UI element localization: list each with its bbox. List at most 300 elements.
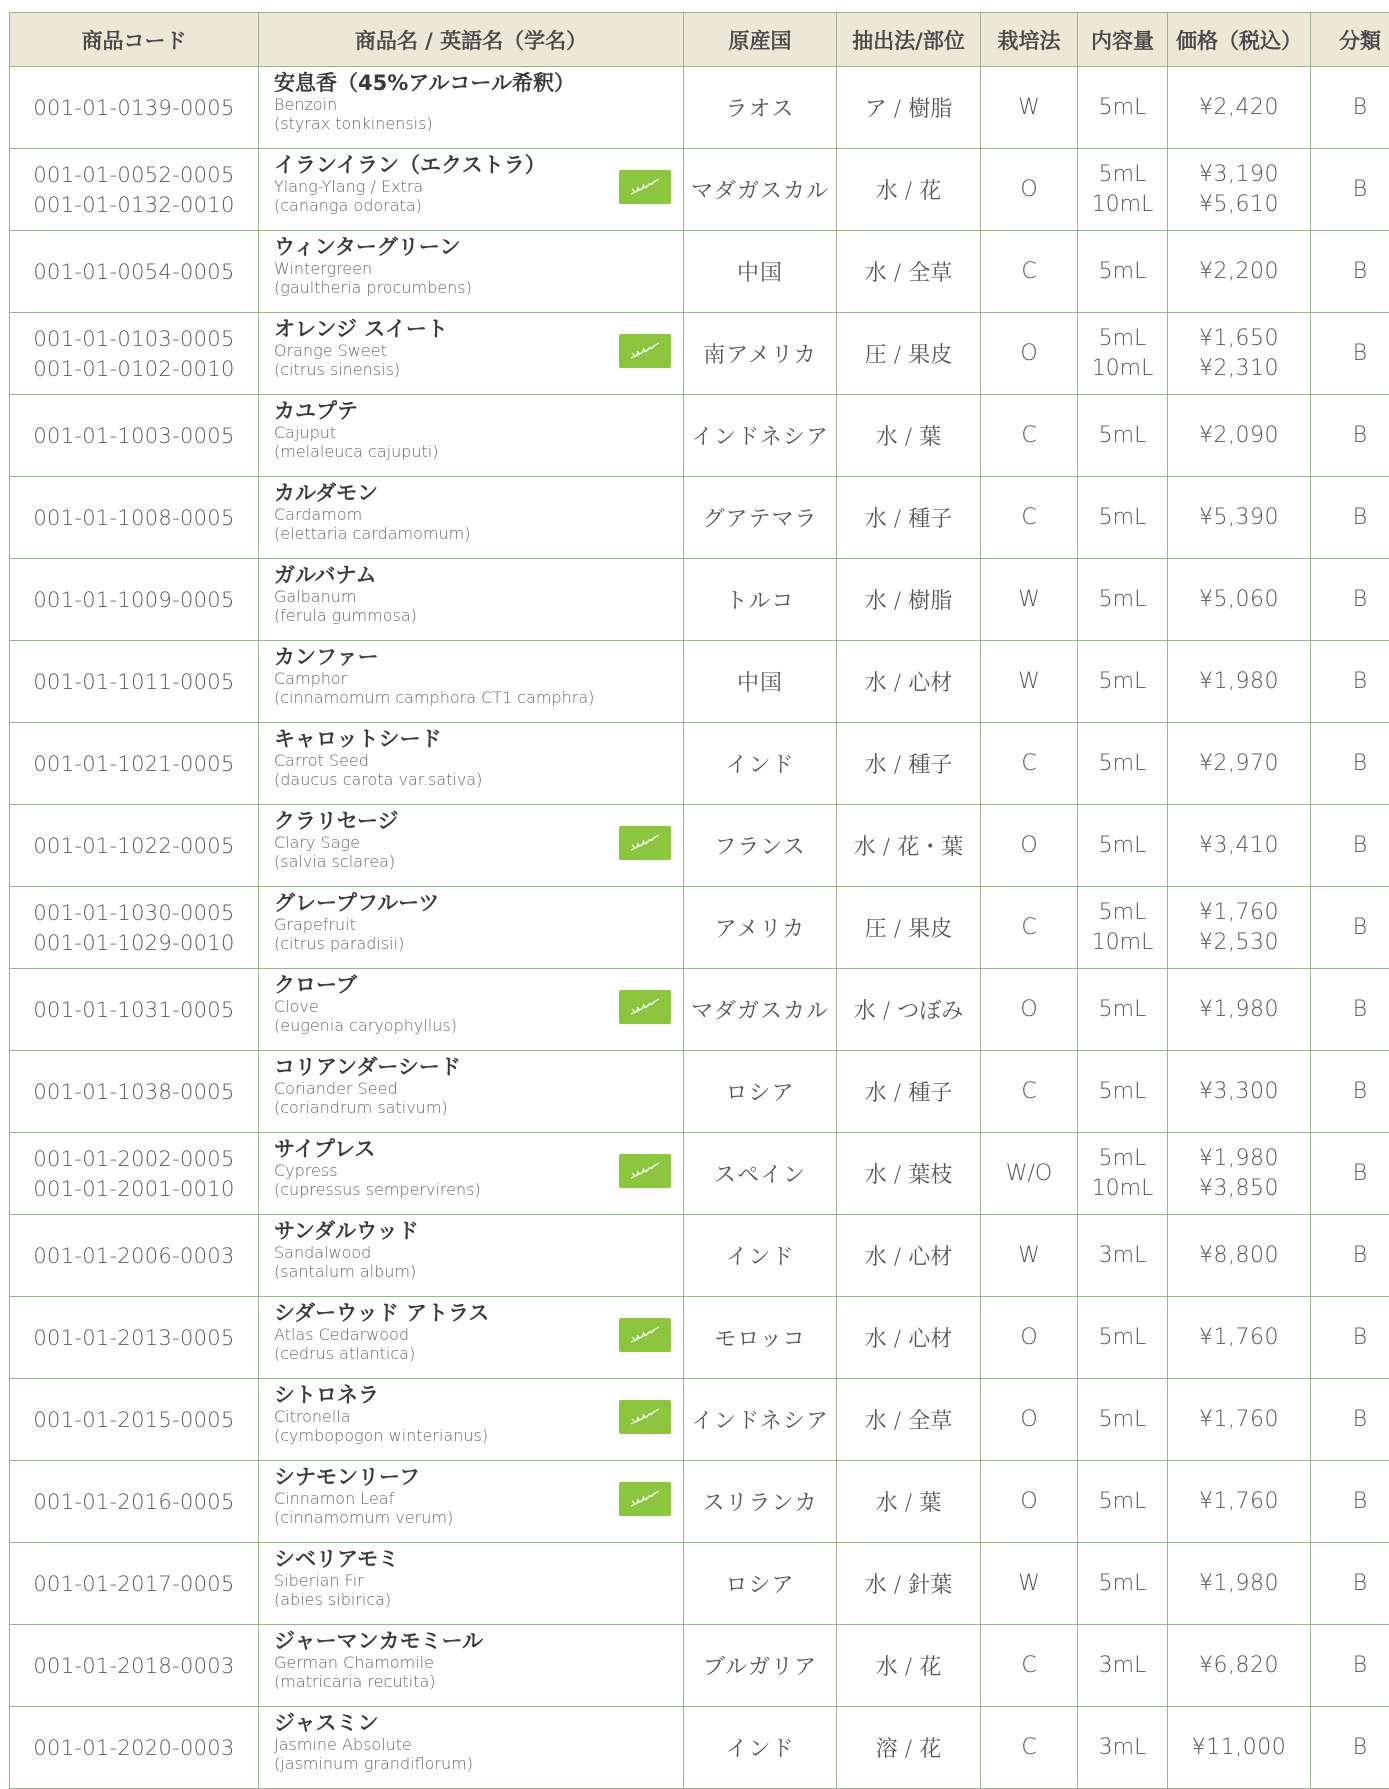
product-name-en: Coriander Seed bbox=[274, 1079, 677, 1098]
table-row bbox=[10, 559, 1389, 641]
volume-cell bbox=[1078, 313, 1168, 395]
origin-country: ブルガリア bbox=[684, 1625, 837, 1707]
classification: B bbox=[1311, 1051, 1389, 1133]
price-cell bbox=[1168, 477, 1311, 559]
volume: 10mL bbox=[1092, 1176, 1154, 1201]
product-code-cell bbox=[10, 887, 259, 969]
volume: 5mL bbox=[1099, 751, 1147, 776]
volume-cell bbox=[1078, 477, 1168, 559]
product-name-jp: サンダルウッド bbox=[274, 1219, 677, 1243]
product-name-jp: シトロネラ bbox=[274, 1383, 677, 1407]
product-scientific-name: (cupressus sempervirens) bbox=[274, 1180, 677, 1199]
table-row bbox=[10, 313, 1389, 395]
product-code: 001-01-2015-0005 bbox=[33, 1408, 234, 1432]
product-name-cell bbox=[259, 969, 684, 1051]
table-row bbox=[10, 805, 1389, 887]
price: ¥1,980 bbox=[1199, 997, 1279, 1022]
header-name: 商品名 / 英語名（学名） bbox=[259, 13, 684, 67]
volume-cell bbox=[1078, 1379, 1168, 1461]
cultivation-method: C bbox=[981, 887, 1078, 969]
price-cell bbox=[1168, 887, 1311, 969]
classification: B bbox=[1311, 313, 1389, 395]
volume: 5mL bbox=[1099, 1079, 1147, 1104]
product-code-cell bbox=[10, 1461, 259, 1543]
extraction-method: 水 / 心材 bbox=[837, 1297, 981, 1379]
volume-cell bbox=[1078, 1543, 1168, 1625]
product-name-jp: 安息香（45%アルコール希釈） bbox=[274, 71, 677, 95]
volume: 5mL bbox=[1099, 900, 1147, 925]
cultivation-method: C bbox=[981, 723, 1078, 805]
header-price: 価格（税込） bbox=[1168, 13, 1311, 67]
volume-cell bbox=[1078, 67, 1168, 149]
volume-cell bbox=[1078, 887, 1168, 969]
extraction-method: 溶 / 花 bbox=[837, 1707, 981, 1789]
cultivation-method: O bbox=[981, 149, 1078, 231]
table-row bbox=[10, 67, 1389, 149]
volume: 5mL bbox=[1099, 1571, 1147, 1596]
classification: B bbox=[1311, 723, 1389, 805]
volume: 5mL bbox=[1099, 833, 1147, 858]
product-name-jp: シダーウッド アトラス bbox=[274, 1301, 677, 1325]
product-name-en: Jasmine Absolute bbox=[274, 1735, 677, 1754]
price-cell bbox=[1168, 1625, 1311, 1707]
product-name-cell bbox=[259, 231, 684, 313]
volume-cell bbox=[1078, 641, 1168, 723]
volume: 5mL bbox=[1099, 1146, 1147, 1171]
product-code: 001-01-1009-0005 bbox=[33, 588, 234, 612]
table-row bbox=[10, 1707, 1389, 1789]
product-name-cell bbox=[259, 641, 684, 723]
product-code: 001-01-0139-0005 bbox=[33, 96, 234, 120]
classification: B bbox=[1311, 641, 1389, 723]
product-name-jp: カユプテ bbox=[274, 399, 677, 423]
origin-country: アメリカ bbox=[684, 887, 837, 969]
cultivation-method: O bbox=[981, 1379, 1078, 1461]
price-cell bbox=[1168, 395, 1311, 477]
product-name-cell bbox=[259, 805, 684, 887]
product-name-jp: イランイラン（エクストラ） bbox=[274, 153, 677, 177]
extraction-method: 水 / 種子 bbox=[837, 723, 981, 805]
origin-country: マダガスカル bbox=[684, 149, 837, 231]
product-name-jp: シベリアモミ bbox=[274, 1547, 677, 1571]
product-scientific-name: (matricaria recutita) bbox=[274, 1672, 677, 1691]
classification: B bbox=[1311, 1379, 1389, 1461]
volume-cell bbox=[1078, 559, 1168, 641]
product-code: 001-01-1021-0005 bbox=[33, 752, 234, 776]
header-class: 分類 bbox=[1311, 13, 1389, 67]
extraction-method: 水 / 花 bbox=[837, 149, 981, 231]
product-scientific-name: (elettaria cardamomum) bbox=[274, 524, 677, 543]
extraction-method: 水 / 全草 bbox=[837, 1379, 981, 1461]
table-row bbox=[10, 1297, 1389, 1379]
product-code: 001-01-2018-0003 bbox=[33, 1654, 234, 1678]
product-name-en: Orange Sweet bbox=[274, 341, 677, 360]
product-name-jp: カンファー bbox=[274, 645, 677, 669]
table-body bbox=[10, 67, 1389, 1789]
price: ¥8,800 bbox=[1199, 1243, 1279, 1268]
product-code-cell bbox=[10, 1297, 259, 1379]
product-name-en: Carrot Seed bbox=[274, 751, 677, 770]
product-name-en: Cypress bbox=[274, 1161, 677, 1180]
product-name-cell bbox=[259, 1297, 684, 1379]
product-name-cell bbox=[259, 395, 684, 477]
table-row bbox=[10, 887, 1389, 969]
product-name-en: Clove bbox=[274, 997, 677, 1016]
cultivation-method: W bbox=[981, 1215, 1078, 1297]
product-name-en: Benzoin bbox=[274, 95, 677, 114]
price-cell bbox=[1168, 313, 1311, 395]
product-name-en: Siberian Fir bbox=[274, 1571, 677, 1590]
table-row bbox=[10, 395, 1389, 477]
table-row bbox=[10, 477, 1389, 559]
product-code-cell bbox=[10, 641, 259, 723]
product-code: 001-01-0103-0005 bbox=[33, 327, 234, 351]
price: ¥2,530 bbox=[1199, 930, 1279, 955]
extraction-method: 水 / 葉 bbox=[837, 1461, 981, 1543]
price: ¥1,650 bbox=[1199, 326, 1279, 351]
price-cell bbox=[1168, 1297, 1311, 1379]
product-code-cell bbox=[10, 1379, 259, 1461]
product-name-en: Wintergreen bbox=[274, 259, 677, 278]
product-name-jp: コリアンダーシード bbox=[274, 1055, 677, 1079]
extraction-method: 水 / 心材 bbox=[837, 641, 981, 723]
product-code-cell bbox=[10, 1133, 259, 1215]
product-code: 001-01-0052-0005 bbox=[33, 163, 234, 187]
volume: 5mL bbox=[1099, 587, 1147, 612]
origin-country: モロッコ bbox=[684, 1297, 837, 1379]
product-name-jp: クローブ bbox=[274, 973, 677, 997]
product-name-cell bbox=[259, 1379, 684, 1461]
cultivation-method: O bbox=[981, 969, 1078, 1051]
product-name-en: German Chamomile bbox=[274, 1653, 677, 1672]
volume-cell bbox=[1078, 1133, 1168, 1215]
volume: 3mL bbox=[1099, 1243, 1147, 1268]
product-name-en: Atlas Cedarwood bbox=[274, 1325, 677, 1344]
product-code: 001-01-1038-0005 bbox=[33, 1080, 234, 1104]
organic-leaf-icon bbox=[619, 334, 671, 368]
volume: 10mL bbox=[1092, 356, 1154, 381]
table-row bbox=[10, 1625, 1389, 1707]
volume: 5mL bbox=[1099, 997, 1147, 1022]
volume-cell bbox=[1078, 395, 1168, 477]
cultivation-method: C bbox=[981, 395, 1078, 477]
price-cell bbox=[1168, 1543, 1311, 1625]
origin-country: ロシア bbox=[684, 1543, 837, 1625]
product-code: 001-01-1003-0005 bbox=[33, 424, 234, 448]
classification: B bbox=[1311, 1133, 1389, 1215]
volume: 5mL bbox=[1099, 1325, 1147, 1350]
extraction-method: 水 / 葉枝 bbox=[837, 1133, 981, 1215]
product-code: 001-01-2016-0005 bbox=[33, 1490, 234, 1514]
product-name-en: Ylang-Ylang / Extra bbox=[274, 177, 677, 196]
volume-cell bbox=[1078, 149, 1168, 231]
volume-cell bbox=[1078, 231, 1168, 313]
organic-leaf-icon bbox=[619, 1400, 671, 1434]
price: ¥3,850 bbox=[1199, 1176, 1279, 1201]
product-name-cell bbox=[259, 1051, 684, 1133]
product-name-cell bbox=[259, 723, 684, 805]
extraction-method: 水 / 針葉 bbox=[837, 1543, 981, 1625]
product-code: 001-01-1022-0005 bbox=[33, 834, 234, 858]
product-code: 001-01-1031-0005 bbox=[33, 998, 234, 1022]
price-cell bbox=[1168, 231, 1311, 313]
origin-country: フランス bbox=[684, 805, 837, 887]
product-code-cell bbox=[10, 477, 259, 559]
header-method: 抽出法/部位 bbox=[837, 13, 981, 67]
product-name-cell bbox=[259, 1543, 684, 1625]
volume-cell bbox=[1078, 723, 1168, 805]
price-cell bbox=[1168, 149, 1311, 231]
volume-cell bbox=[1078, 969, 1168, 1051]
classification: B bbox=[1311, 395, 1389, 477]
origin-country: ロシア bbox=[684, 1051, 837, 1133]
header-country: 原産国 bbox=[684, 13, 837, 67]
product-name-jp: ジャーマンカモミール bbox=[274, 1629, 677, 1653]
cultivation-method: W bbox=[981, 1543, 1078, 1625]
extraction-method: 水 / 花 bbox=[837, 1625, 981, 1707]
price: ¥2,200 bbox=[1199, 259, 1279, 284]
table-row bbox=[10, 1379, 1389, 1461]
product-name-jp: ウィンターグリーン bbox=[274, 235, 677, 259]
product-name-jp: ジャスミン bbox=[274, 1711, 677, 1735]
product-scientific-name: (salvia sclarea) bbox=[274, 852, 677, 871]
volume-cell bbox=[1078, 1625, 1168, 1707]
classification: B bbox=[1311, 477, 1389, 559]
table-row bbox=[10, 1051, 1389, 1133]
product-scientific-name: (cananga odorata) bbox=[274, 196, 677, 215]
cultivation-method: W bbox=[981, 559, 1078, 641]
product-code: 001-01-1008-0005 bbox=[33, 506, 234, 530]
classification: B bbox=[1311, 1461, 1389, 1543]
product-code-cell bbox=[10, 1051, 259, 1133]
product-name-cell bbox=[259, 67, 684, 149]
product-name-en: Cardamom bbox=[274, 505, 677, 524]
price: ¥5,610 bbox=[1199, 192, 1279, 217]
product-name-jp: グレープフルーツ bbox=[274, 891, 677, 915]
extraction-method: 水 / 種子 bbox=[837, 1051, 981, 1133]
product-code: 001-01-0132-0010 bbox=[33, 193, 234, 217]
volume: 5mL bbox=[1099, 95, 1147, 120]
cultivation-method: C bbox=[981, 1707, 1078, 1789]
product-code: 001-01-2020-0003 bbox=[33, 1736, 234, 1760]
price: ¥1,760 bbox=[1199, 1325, 1279, 1350]
volume: 5mL bbox=[1099, 423, 1147, 448]
product-scientific-name: (styrax tonkinensis) bbox=[274, 114, 677, 133]
product-code-cell bbox=[10, 1625, 259, 1707]
product-name-cell bbox=[259, 1461, 684, 1543]
product-scientific-name: (abies sibirica) bbox=[274, 1590, 677, 1609]
price-cell bbox=[1168, 1707, 1311, 1789]
cultivation-method: W bbox=[981, 641, 1078, 723]
origin-country: スリランカ bbox=[684, 1461, 837, 1543]
table-row bbox=[10, 1543, 1389, 1625]
price-cell bbox=[1168, 1379, 1311, 1461]
price: ¥2,970 bbox=[1199, 751, 1279, 776]
origin-country: インドネシア bbox=[684, 395, 837, 477]
volume: 5mL bbox=[1099, 1489, 1147, 1514]
product-code: 001-01-1030-0005 bbox=[33, 901, 234, 925]
classification: B bbox=[1311, 887, 1389, 969]
volume: 5mL bbox=[1099, 669, 1147, 694]
product-code-cell bbox=[10, 969, 259, 1051]
origin-country: インド bbox=[684, 1215, 837, 1297]
price: ¥1,760 bbox=[1199, 1489, 1279, 1514]
extraction-method: 水 / 花・葉 bbox=[837, 805, 981, 887]
product-code-cell bbox=[10, 67, 259, 149]
product-code-cell bbox=[10, 559, 259, 641]
table-row bbox=[10, 1461, 1389, 1543]
classification: B bbox=[1311, 969, 1389, 1051]
product-name-jp: サイプレス bbox=[274, 1137, 677, 1161]
price: ¥6,820 bbox=[1199, 1653, 1279, 1678]
product-code-cell bbox=[10, 149, 259, 231]
product-scientific-name: (santalum album) bbox=[274, 1262, 677, 1281]
product-code: 001-01-2017-0005 bbox=[33, 1572, 234, 1596]
price: ¥1,760 bbox=[1199, 900, 1279, 925]
product-code: 001-01-2002-0005 bbox=[33, 1147, 234, 1171]
table-row bbox=[10, 723, 1389, 805]
classification: B bbox=[1311, 149, 1389, 231]
volume-cell bbox=[1078, 1215, 1168, 1297]
classification: B bbox=[1311, 805, 1389, 887]
product-name-jp: オレンジ スイート bbox=[274, 317, 677, 341]
product-name-en: Cinnamon Leaf bbox=[274, 1489, 677, 1508]
extraction-method: ア / 樹脂 bbox=[837, 67, 981, 149]
product-name-en: Camphor bbox=[274, 669, 677, 688]
price: ¥1,980 bbox=[1199, 1571, 1279, 1596]
classification: B bbox=[1311, 1215, 1389, 1297]
product-code: 001-01-0054-0005 bbox=[33, 260, 234, 284]
price-cell bbox=[1168, 723, 1311, 805]
product-name-cell bbox=[259, 1707, 684, 1789]
price: ¥1,980 bbox=[1199, 1146, 1279, 1171]
classification: B bbox=[1311, 1707, 1389, 1789]
organic-leaf-icon bbox=[619, 1482, 671, 1516]
product-code-cell bbox=[10, 1543, 259, 1625]
extraction-method: 水 / つぼみ bbox=[837, 969, 981, 1051]
table-row bbox=[10, 969, 1389, 1051]
header-cultivation: 栽培法 bbox=[981, 13, 1078, 67]
origin-country: トルコ bbox=[684, 559, 837, 641]
cultivation-method: C bbox=[981, 1051, 1078, 1133]
product-name-cell bbox=[259, 149, 684, 231]
product-name-cell bbox=[259, 1625, 684, 1707]
volume: 10mL bbox=[1092, 930, 1154, 955]
price: ¥1,760 bbox=[1199, 1407, 1279, 1432]
origin-country: 南アメリカ bbox=[684, 313, 837, 395]
cultivation-method: C bbox=[981, 477, 1078, 559]
extraction-method: 水 / 葉 bbox=[837, 395, 981, 477]
price-cell bbox=[1168, 1051, 1311, 1133]
product-code: 001-01-2013-0005 bbox=[33, 1326, 234, 1350]
cultivation-method: O bbox=[981, 1461, 1078, 1543]
price: ¥3,410 bbox=[1199, 833, 1279, 858]
price-cell bbox=[1168, 969, 1311, 1051]
product-code-cell bbox=[10, 1215, 259, 1297]
table-row bbox=[10, 1215, 1389, 1297]
extraction-method: 圧 / 果皮 bbox=[837, 313, 981, 395]
price: ¥5,060 bbox=[1199, 587, 1279, 612]
volume-cell bbox=[1078, 1297, 1168, 1379]
product-code-cell bbox=[10, 231, 259, 313]
product-code-cell bbox=[10, 805, 259, 887]
product-name-cell bbox=[259, 1133, 684, 1215]
volume: 5mL bbox=[1099, 326, 1147, 351]
product-name-jp: カルダモン bbox=[274, 481, 677, 505]
price-cell bbox=[1168, 641, 1311, 723]
product-name-en: Sandalwood bbox=[274, 1243, 677, 1262]
product-scientific-name: (cedrus atlantica) bbox=[274, 1344, 677, 1363]
extraction-method: 水 / 心材 bbox=[837, 1215, 981, 1297]
price: ¥3,300 bbox=[1199, 1079, 1279, 1104]
product-code-cell bbox=[10, 313, 259, 395]
product-scientific-name: (jasminum grandiflorum) bbox=[274, 1754, 677, 1773]
table-row bbox=[10, 231, 1389, 313]
volume-cell bbox=[1078, 1051, 1168, 1133]
price: ¥1,980 bbox=[1199, 669, 1279, 694]
extraction-method: 水 / 種子 bbox=[837, 477, 981, 559]
table-row bbox=[10, 1133, 1389, 1215]
volume: 3mL bbox=[1099, 1735, 1147, 1760]
product-name-cell bbox=[259, 313, 684, 395]
product-scientific-name: (citrus paradisii) bbox=[274, 934, 677, 953]
price: ¥5,390 bbox=[1199, 505, 1279, 530]
origin-country: グアテマラ bbox=[684, 477, 837, 559]
product-name-cell bbox=[259, 1215, 684, 1297]
origin-country: インドネシア bbox=[684, 1379, 837, 1461]
product-name-en: Clary Sage bbox=[274, 833, 677, 852]
product-scientific-name: (daucus carota var.sativa) bbox=[274, 770, 677, 789]
price-cell bbox=[1168, 1133, 1311, 1215]
volume-cell bbox=[1078, 805, 1168, 887]
product-name-en: Cajuput bbox=[274, 423, 677, 442]
product-code: 001-01-0102-0010 bbox=[33, 357, 234, 381]
product-name-en: Galbanum bbox=[274, 587, 677, 606]
product-scientific-name: (gaultheria procumbens) bbox=[274, 278, 677, 297]
price-cell bbox=[1168, 67, 1311, 149]
cultivation-method: C bbox=[981, 231, 1078, 313]
price-cell bbox=[1168, 1461, 1311, 1543]
origin-country: インド bbox=[684, 723, 837, 805]
volume: 3mL bbox=[1099, 1653, 1147, 1678]
origin-country: ラオス bbox=[684, 67, 837, 149]
classification: B bbox=[1311, 1297, 1389, 1379]
classification: B bbox=[1311, 1625, 1389, 1707]
classification: B bbox=[1311, 231, 1389, 313]
product-code: 001-01-1011-0005 bbox=[33, 670, 234, 694]
volume: 5mL bbox=[1099, 259, 1147, 284]
volume: 5mL bbox=[1099, 162, 1147, 187]
price: ¥2,090 bbox=[1199, 423, 1279, 448]
origin-country: スペイン bbox=[684, 1133, 837, 1215]
product-scientific-name: (cinnamomum camphora CT1 camphra) bbox=[274, 688, 677, 707]
price: ¥11,000 bbox=[1192, 1735, 1286, 1760]
product-scientific-name: (eugenia caryophyllus) bbox=[274, 1016, 677, 1035]
organic-leaf-icon bbox=[619, 1154, 671, 1188]
product-name-cell bbox=[259, 559, 684, 641]
organic-leaf-icon bbox=[619, 826, 671, 860]
product-scientific-name: (citrus sinensis) bbox=[274, 360, 677, 379]
table-row bbox=[10, 641, 1389, 723]
product-scientific-name: (cinnamomum verum) bbox=[274, 1508, 677, 1527]
header-code: 商品コード bbox=[10, 13, 259, 67]
organic-leaf-icon bbox=[619, 1318, 671, 1352]
origin-country: インド bbox=[684, 1707, 837, 1789]
product-code: 001-01-2001-0010 bbox=[33, 1177, 234, 1201]
cultivation-method: O bbox=[981, 1297, 1078, 1379]
price: ¥3,190 bbox=[1199, 162, 1279, 187]
cultivation-method: O bbox=[981, 313, 1078, 395]
